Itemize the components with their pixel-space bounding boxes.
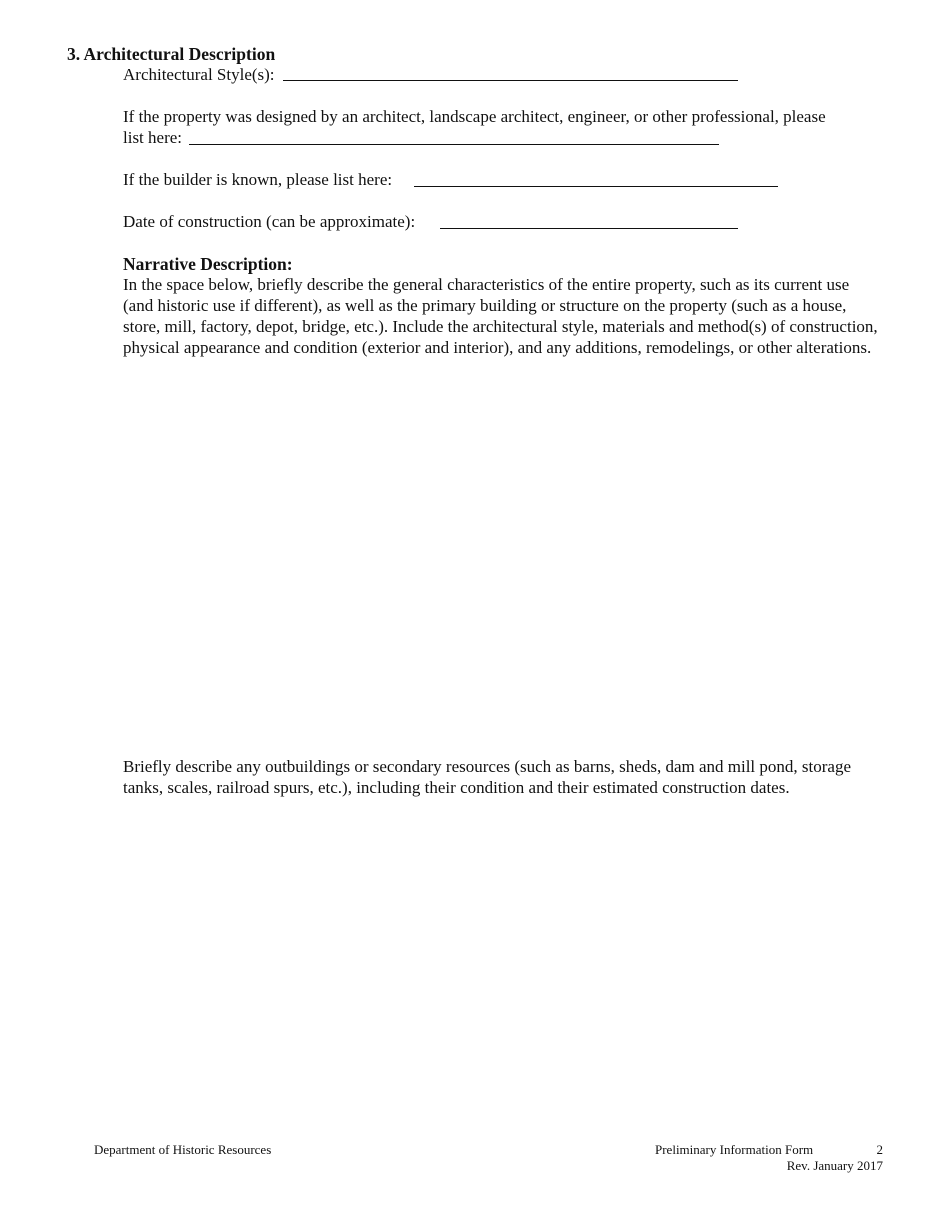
builder-label: If the builder is known, please list here: — [123, 170, 393, 189]
outbuildings-instructions: Briefly describe any outbuildings or secondary resources (such as barns, sheds, dam and mill pond, storage tanks, scales, railroad spurs, etc.), including their condition and their estimated construction dates. — [123, 757, 851, 797]
architect-prompt: If the property was designed by an architect, landscape architect, engineer, or other professional, please — [123, 107, 826, 126]
footer-revision: Rev. January 2017 — [786, 1158, 883, 1173]
footer-department: Department of Historic Resources — [94, 1142, 272, 1157]
narrative-answer-area[interactable] — [123, 385, 883, 750]
outbuildings-answer-area[interactable] — [123, 805, 883, 1125]
footer-page-number: 2 — [876, 1142, 883, 1157]
architectural-style-field[interactable] — [283, 80, 738, 81]
builder-field[interactable] — [414, 186, 778, 187]
architect-prompt-cont: list here: — [123, 128, 183, 147]
footer-form-info — [655, 1142, 883, 1174]
narrative-heading: Narrative Description: — [123, 254, 293, 274]
footer-form-name: Preliminary Information Form — [655, 1142, 814, 1157]
construction-date-label: Date of construction (can be approximate): — [123, 212, 416, 231]
narrative-instructions: In the space below, briefly describe the general characteristics of the entire property, such as its current use (and historic use if different), as well as the primary building or structure on the property (such as a house, store, mill, factory, depot, bridge, etc.). Include the architectural style, materials and method(s) of construction, physical appearance and condition (exterior and interior), and any additions, remodelings, or other alterations. — [123, 275, 878, 357]
architectural-style-label: Architectural Style(s): — [123, 65, 275, 84]
section-heading: 3. Architectural Description — [67, 44, 276, 64]
construction-date-field[interactable] — [440, 228, 738, 229]
architect-field[interactable] — [189, 144, 719, 145]
